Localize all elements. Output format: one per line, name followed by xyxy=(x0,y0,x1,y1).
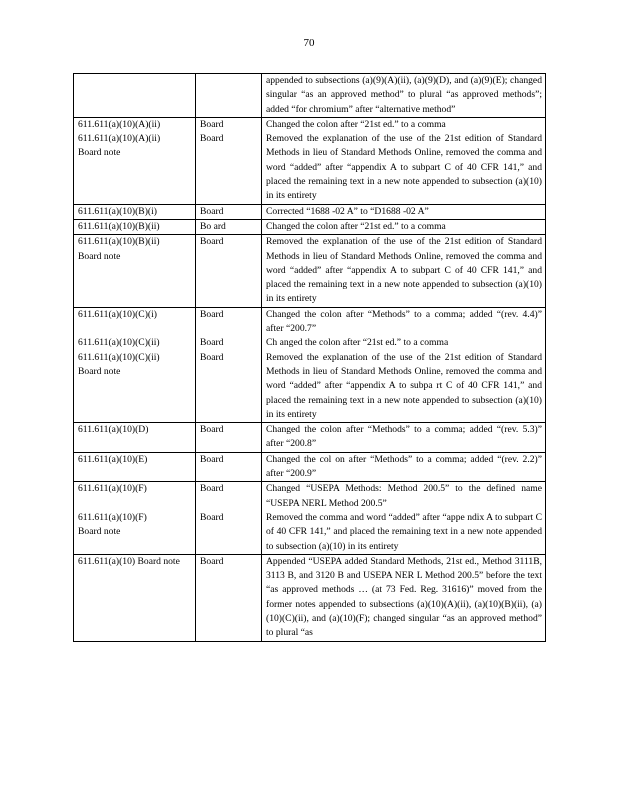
actor-text: Board xyxy=(200,424,224,436)
actor-cell xyxy=(196,204,262,219)
change-text: Appended “USEPA added Standard Methods, 21st ed., Method 3111B, 3113 B, and 3120 B and USEPA NER L Method 200.5” before the text “as approved methods … (at 73 Fed. Reg. 31616)” moved from the former notes appended to subsections (a)(10)(A)(ii), (a)(10)(B)(ii), (a)(10)(C)(ii), and (a)(10)(F); changed singular “as an approved method” to plural “as xyxy=(266,555,542,639)
actor-text: Board xyxy=(200,453,224,465)
change-text: Changed the colon after “21st ed.” to a comma xyxy=(266,118,446,130)
table-row xyxy=(74,307,546,422)
section-cell xyxy=(74,235,196,307)
section-text: 611.611(a)(10)(B)(i) xyxy=(78,205,157,217)
actor-cell xyxy=(196,307,262,422)
change-text: Corrected “1688 -02 A” to “D1688 -02 A” xyxy=(266,205,429,217)
section-text: 611.611(a)(10)(C)(ii) xyxy=(78,337,160,349)
section-text: 611.611(a)(10)(B)(ii) Board note xyxy=(78,236,160,262)
change-text: Changed the colon after “Methods” to a comma; added “(rev. 4.4)” after “200.7” xyxy=(266,308,542,335)
change-text: appended to subsections (a)(9)(A)(ii), (a)(9)(D), and (a)(9)(E); changed singular “as an approved method” to plural “as approved methods”; added “for chromium” after “alternative method” xyxy=(266,75,542,115)
table-row xyxy=(74,235,546,307)
section-cell xyxy=(74,74,196,118)
actor-cell xyxy=(196,219,262,234)
section-text: 611.611(a)(10)(C)(ii) Board note xyxy=(78,351,160,377)
section-cell xyxy=(74,452,196,482)
change-cell xyxy=(262,74,546,118)
section-text: 611.611(a)(10)(E) xyxy=(78,453,148,465)
actor-text: Board xyxy=(200,205,224,217)
actor-cell xyxy=(196,117,262,204)
change-text: Ch anged the colon after “21st ed.” to a comma xyxy=(266,337,449,349)
change-cell xyxy=(262,204,546,219)
actor-text: Board xyxy=(200,118,224,130)
section-cell xyxy=(74,554,196,641)
actor-text: Board xyxy=(200,337,224,349)
section-cell xyxy=(74,117,196,204)
actor-text: Board xyxy=(200,236,224,248)
table-row xyxy=(74,482,546,554)
table-row xyxy=(74,74,546,118)
change-text: Changed the colon after “Methods” to a comma; added “(rev. 5.3)” after “200.8” xyxy=(266,424,542,450)
change-text: Removed the comma and word “added” after “appe ndix A to subpart C of 40 CFR 141,” and placed the remaining text in a new note appended to subsection (a)(10) in its entirety xyxy=(266,511,542,552)
section-text: 611.611(a)(10) Board note xyxy=(78,555,180,567)
actor-cell xyxy=(196,482,262,554)
actor-text: Board xyxy=(200,555,224,567)
section-cell xyxy=(74,482,196,554)
change-text: Changed “USEPA Methods: Method 200.5” to the defined name “USEPA NERL Method 200.5” xyxy=(266,483,542,509)
actor-cell xyxy=(196,74,262,118)
table-row xyxy=(74,117,546,204)
change-text: Changed the colon after “21st ed.” to a comma xyxy=(266,220,446,232)
section-text: 611.611(a)(10)(F) xyxy=(78,483,147,495)
change-cell xyxy=(262,117,546,204)
change-text: Removed the explanation of the use of the 21st edition of Standard Methods in lieu of Standard Methods Online, removed the comma and word “added” after “appendix A to subpart C of 40 CFR 141,” and placed the remaining text in a new note appended to subsection (a)(10) in its entirety xyxy=(266,236,542,305)
section-text: 611.611(a)(10)(D) xyxy=(78,424,149,436)
section-text: 611.611(a)(10)(F) Board note xyxy=(78,511,147,538)
table-row xyxy=(74,219,546,234)
section-text: 611.611(a)(10)(A)(ii) xyxy=(78,118,161,130)
actor-cell xyxy=(196,554,262,641)
table-row xyxy=(74,204,546,219)
section-text: 611.611(a)(10)(A)(ii) Board note xyxy=(78,133,161,159)
actor-text: Board xyxy=(200,308,224,320)
changes-table xyxy=(73,73,546,642)
actor-text: Board xyxy=(200,511,224,523)
change-text: Changed the col on after “Methods” to a comma; added “(rev. 2.2)” after “200.9” xyxy=(266,453,542,480)
actor-cell xyxy=(196,423,262,453)
change-cell xyxy=(262,307,546,422)
section-cell xyxy=(74,423,196,453)
change-cell xyxy=(262,482,546,554)
change-text: Removed the explanation of the use of the 21st edition of Standard Methods in lieu of Standard Methods Online, removed the comma and word “added” after “appendix A to subpart C of 40 CFR 141,” and placed the remaining text in a new note appended to subsection (a)(10) in its entirety xyxy=(266,133,542,202)
section-cell xyxy=(74,204,196,219)
section-cell xyxy=(74,307,196,422)
change-cell xyxy=(262,452,546,482)
change-cell xyxy=(262,235,546,307)
actor-text: Board xyxy=(200,483,224,495)
table-row xyxy=(74,554,546,641)
change-cell xyxy=(262,554,546,641)
section-text: 611.611(a)(10)(B)(ii) xyxy=(78,220,160,232)
actor-text: Bo ard xyxy=(200,220,226,232)
page-number: 70 xyxy=(303,37,315,49)
actor-cell xyxy=(196,235,262,307)
actor-text: Board xyxy=(200,133,224,145)
change-cell xyxy=(262,423,546,453)
table-row xyxy=(74,452,546,482)
change-text: Removed the explanation of the use of the 21st edition of Standard Methods in lieu of Standard Methods Online, removed the comma and word “added” after “appendix A to subpa rt C of 40 CFR 141,” and placed the remaining text in a new note appended to subsection (a)(10) in its entirety xyxy=(266,351,542,420)
change-cell xyxy=(262,219,546,234)
actor-cell xyxy=(196,452,262,482)
actor-text: Board xyxy=(200,351,224,363)
table-row xyxy=(74,423,546,453)
section-cell xyxy=(74,219,196,234)
section-text: 611.611(a)(10)(C)(i) xyxy=(78,308,157,320)
